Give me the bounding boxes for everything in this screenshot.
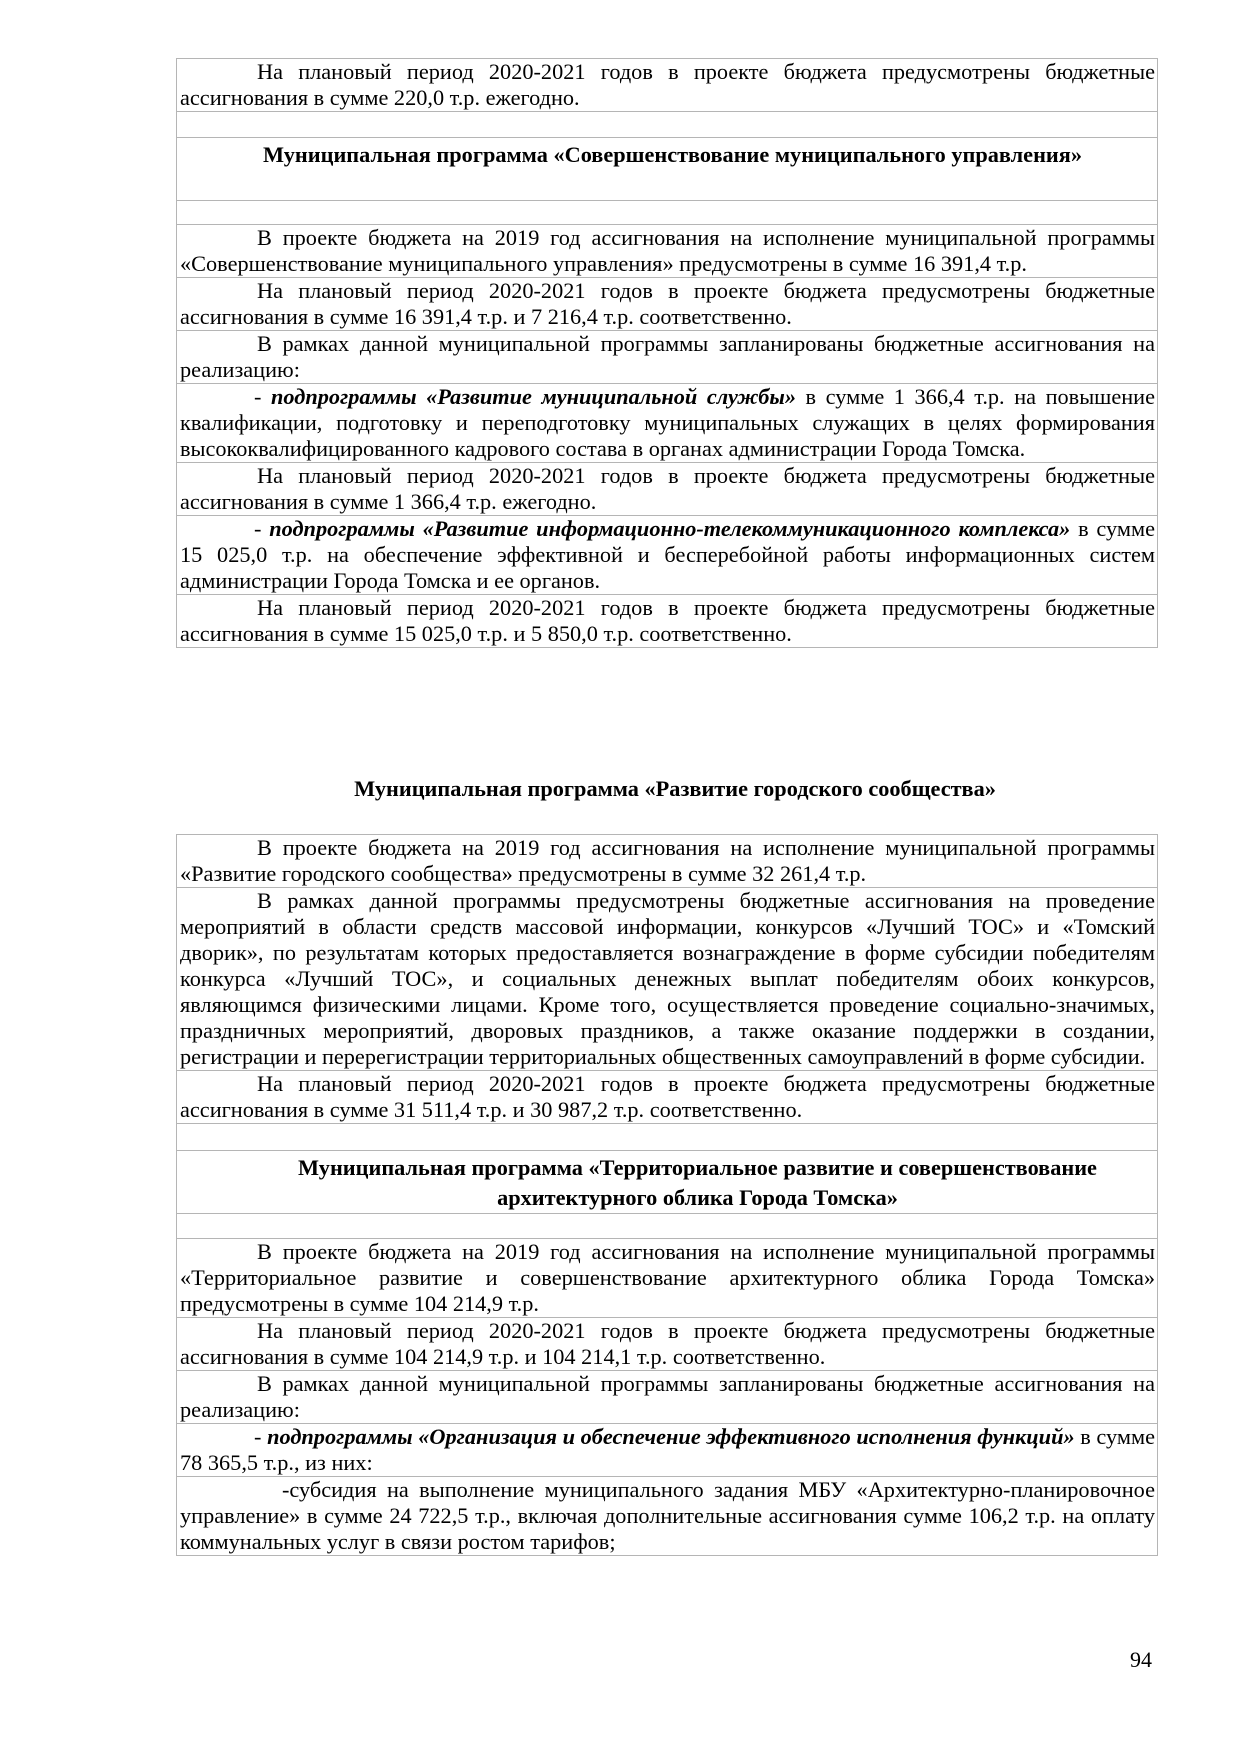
paragraph-text: в сумме 1 366,4 т.р. на повышение квалификации, подготовку и переподготовку муниципальных служащих в целях формирования высококвалифицированного кадрового состава в органах администрации Города Томска. [180, 384, 1156, 461]
budget-table-2 [176, 834, 1158, 1556]
table-row [177, 462, 1157, 515]
table-row [177, 515, 1157, 594]
paragraph: На плановый период 2020-2021 годов в проекте бюджета предусмотрены бюджетные ассигнования в сумме 1 366,4 т.р. ежегодно. [180, 463, 1155, 514]
paragraph: На плановый период 2020-2021 годов в проекте бюджета предусмотрены бюджетные ассигнования в сумме 31 511,4 т.р. и 30 987,2 т.р. соответственно. [180, 1071, 1155, 1122]
table-row-blank [177, 1213, 1157, 1238]
paragraph: В рамках данной муниципальной программы запланированы бюджетные ассигнования на реализацию: [180, 1371, 1155, 1422]
table-row [177, 1370, 1157, 1423]
subprogram-name: подпрограммы «Развитие муниципальной службы» [271, 384, 796, 409]
section-heading: Муниципальная программа «Территориальное развитие и совершенствование архитектурного облика Города Томска» [298, 1155, 1097, 1210]
table-row-blank [177, 111, 1157, 137]
table-row-blank [177, 1123, 1157, 1150]
subprogram-name: подпрограммы «Организация и обеспечение эффективного исполнения функций» [267, 1424, 1075, 1449]
table-row [177, 834, 1157, 887]
paragraph: На плановый период 2020-2021 годов в проекте бюджета предусмотрены бюджетные ассигнования в сумме 104 214,9 т.р. и 104 214,1 т.р. соответственно. [180, 1318, 1155, 1369]
paragraph [180, 1424, 1155, 1476]
list-dash: - [254, 516, 270, 541]
table-row [177, 594, 1157, 648]
paragraph: В проекте бюджета на 2019 год ассигнования на исполнение муниципальной программы «Совершенствование муниципального управления» предусмотрены в сумме 16 391,4 т.р. [180, 225, 1155, 276]
table-row-blank [177, 200, 1157, 224]
table-row [177, 1070, 1157, 1123]
paragraph: На плановый период 2020-2021 годов в проекте бюджета предусмотрены бюджетные ассигнования в сумме 16 391,4 т.р. и 7 216,4 т.р. соответственно. [180, 278, 1155, 329]
paragraph [180, 384, 1155, 462]
paragraph: В проекте бюджета на 2019 год ассигнования на исполнение муниципальной программы «Развитие городского сообщества» предусмотрены в сумме 32 261,4 т.р. [180, 835, 1155, 886]
paragraph [180, 516, 1155, 594]
paragraph-text: в сумме 78 365,5 т.р., из них: [180, 1424, 1156, 1475]
table-row [177, 58, 1157, 111]
table-row [177, 1476, 1157, 1556]
table-row [177, 330, 1157, 383]
paragraph: -субсидия на выполнение муниципального задания МБУ «Архитектурно-планировочное управление» в сумме 24 722,5 т.р., включая дополнительные ассигнования сумме 106,2 т.р. на оплату коммунальных услуг в связи ростом тарифов; [180, 1477, 1155, 1554]
paragraph: На плановый период 2020-2021 годов в проекте бюджета предусмотрены бюджетные ассигнования в сумме 15 025,0 т.р. и 5 850,0 т.р. соответственно. [180, 595, 1155, 646]
table-row [177, 887, 1157, 1070]
list-dash: - [254, 384, 271, 409]
paragraph-text: в сумме 15 025,0 т.р. на обеспечение эффективной и бесперебойной работы информационных систем администрации Города Томска и ее органов. [180, 516, 1155, 593]
subprogram-name: подпрограммы «Развитие информационно-телекоммуникационного комплекса» [269, 516, 1071, 541]
section-heading: Муниципальная программа «Совершенствование муниципального управления» [263, 142, 1082, 167]
table-row [177, 1238, 1157, 1317]
table-row [177, 224, 1157, 277]
paragraph: В рамках данной муниципальной программы запланированы бюджетные ассигнования на реализацию: [180, 331, 1155, 382]
list-dash: - [254, 1424, 268, 1449]
section-heading: Муниципальная программа «Развитие городского сообщества» [354, 776, 996, 801]
table-row [177, 277, 1157, 330]
paragraph: На плановый период 2020-2021 годов в проекте бюджета предусмотрены бюджетные ассигнования в сумме 220,0 т.р. ежегодно. [180, 59, 1155, 110]
table-row [177, 1150, 1157, 1213]
table-row [177, 137, 1157, 200]
paragraph: В проекте бюджета на 2019 год ассигнования на исполнение муниципальной программы «Территориальное развитие и совершенствование архитектурного облика Города Томска» предусмотрены в сумме 104 214,9 т.р. [180, 1239, 1155, 1316]
page-number: 94 [1130, 1647, 1152, 1672]
budget-table-1 [176, 58, 1158, 648]
table-row [177, 383, 1157, 462]
table-row [177, 1423, 1157, 1476]
paragraph: В рамках данной программы предусмотрены бюджетные ассигнования на проведение мероприятий в области средств массовой информации, конкурсов «Лучший ТОС» и «Томский дворик», по результатам которых предоставляется вознаграждение в форме субсидии победителям конкурса «Лучший ТОС», и социальных денежных выплат победителям обоих конкурсов, являющимся физическими лицами. Кроме того, осуществляется проведение социально-значимых, праздничных мероприятий, дворовых праздников, а также оказание поддержки в создании, регистрации и перерегистрации территориальных общественных самоуправлений в форме субсидии. [180, 888, 1155, 1069]
table-row [177, 1317, 1157, 1370]
